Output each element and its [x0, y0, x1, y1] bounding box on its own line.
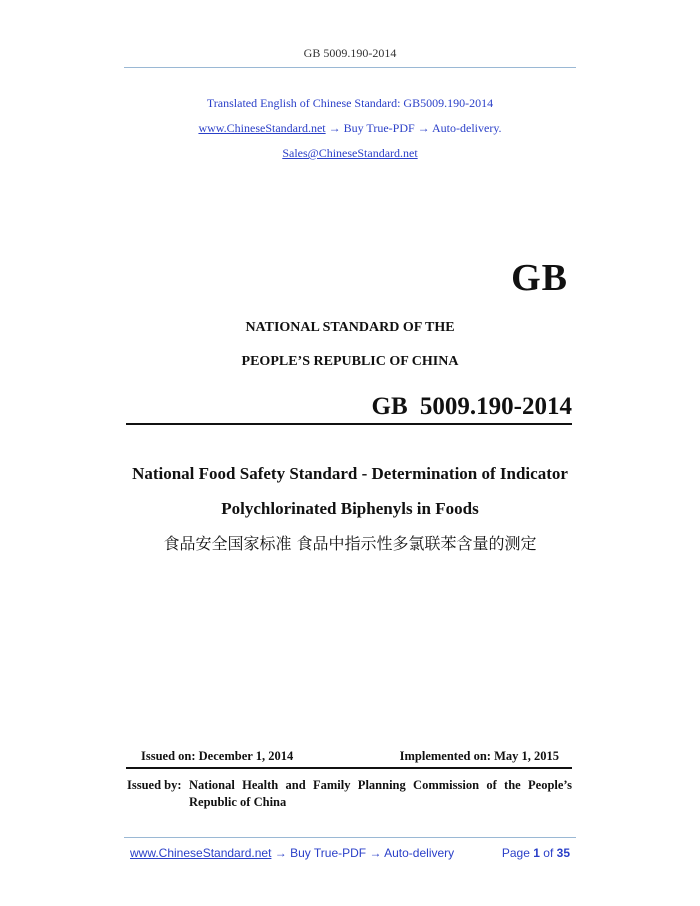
issue-rule: [126, 767, 572, 769]
title-line2: Polychlorinated Biphenyls in Foods: [221, 499, 479, 518]
of-label: of: [543, 846, 554, 860]
national-standard-line1: NATIONAL STANDARD OF THE: [245, 320, 455, 335]
site-link[interactable]: www.ChineseStandard.net: [198, 121, 326, 135]
issued-by-label: Issued by:: [127, 778, 182, 792]
footer-site-link[interactable]: www.ChineseStandard.net: [130, 846, 272, 860]
header-divider: [124, 67, 576, 68]
translated-notice: Translated English of Chinese Standard: GB5009.190-2014: [206, 96, 494, 110]
footer-buy-text: → Buy True-PDF → Auto-delivery: [274, 846, 455, 860]
title-chinese: 食品安全国家标准 食品中指示性多氯联苯含量的测定: [163, 534, 537, 553]
page-number: 1: [533, 846, 540, 860]
national-standard-line2: PEOPLE’S REPUBLIC OF CHINA: [241, 354, 459, 369]
email-line: [0, 146, 700, 161]
buy-text: → Buy True-PDF → Auto-delivery.: [328, 121, 502, 135]
header-standard-code: GB 5009.190-2014: [303, 46, 397, 60]
standard-code: GB 5009.190-2014: [371, 393, 572, 420]
standard-code-rule: [126, 423, 572, 425]
implemented-on: Implemented on: May 1, 2015: [399, 749, 559, 763]
page-total: 35: [556, 846, 570, 860]
page-indicator: [502, 846, 570, 860]
title-line1: National Food Safety Standard - Determination of Indicator: [132, 464, 568, 483]
email-link[interactable]: Sales@ChineseStandard.net: [282, 146, 418, 160]
issued-on: Issued on: December 1, 2014: [141, 749, 294, 763]
purchase-line: [0, 121, 700, 136]
gb-mark: GB: [511, 257, 568, 299]
page-label: Page: [501, 846, 530, 860]
footer-divider: [124, 837, 576, 838]
issued-by-value: National Health and Family Planning Commission of the People’s Republic of China: [189, 778, 572, 809]
footer-purchase-line: [130, 846, 454, 860]
issued-by: [127, 777, 572, 811]
